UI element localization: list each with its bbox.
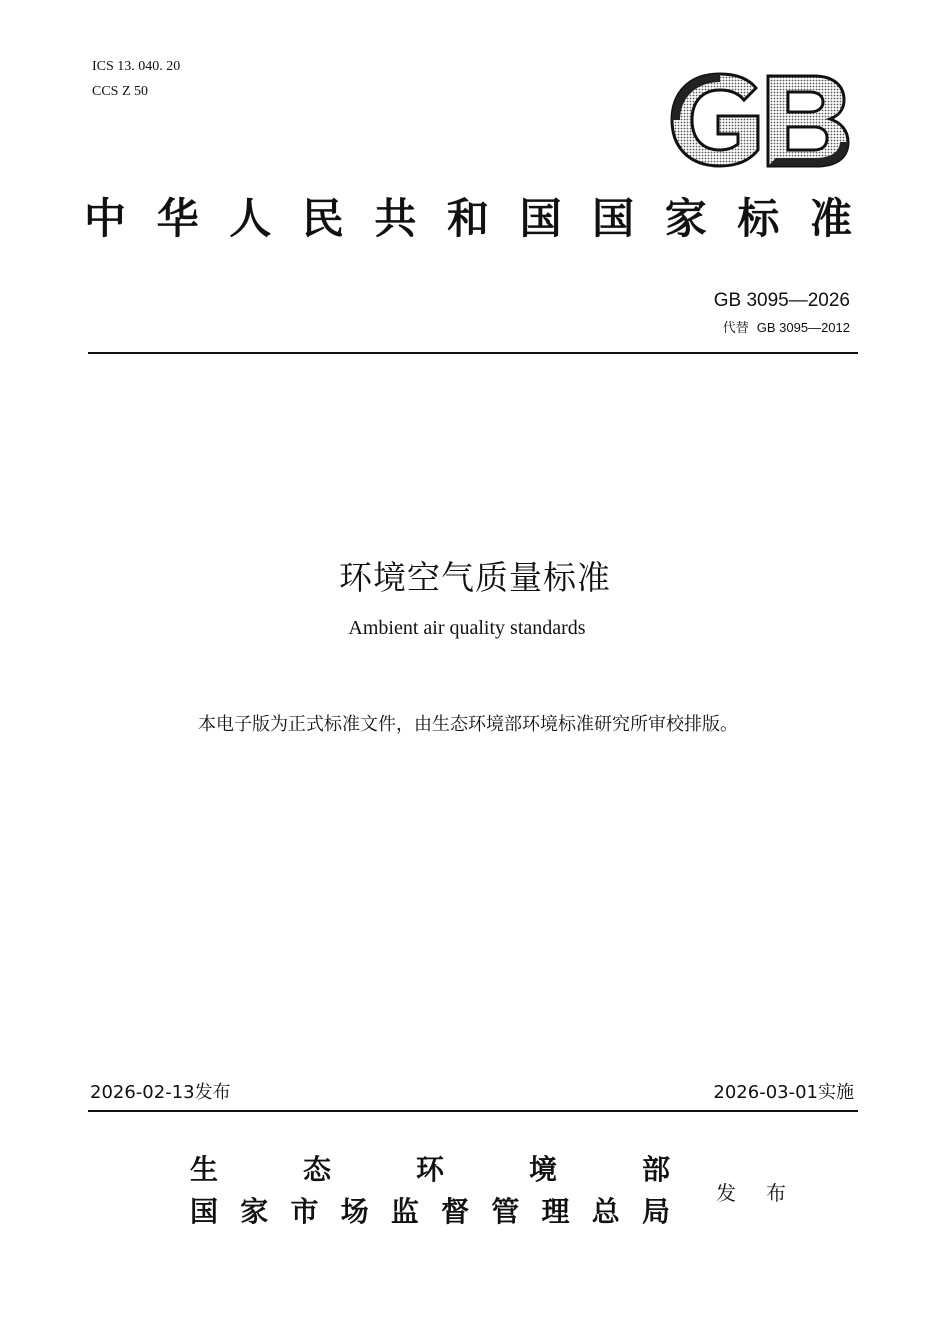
issuer-char: 理 — [541, 1195, 570, 1228]
classification-codes — [92, 54, 180, 104]
issuer-char: 市 — [290, 1195, 319, 1228]
gb-logo — [668, 70, 852, 170]
issuer-ministry — [190, 1150, 670, 1190]
heading-char: 人 — [229, 194, 272, 243]
standard-number: GB 3095—2026 — [713, 290, 850, 311]
issuer-char: 场 — [340, 1195, 369, 1228]
heading-char: 和 — [446, 194, 489, 243]
issuer-char: 部 — [641, 1153, 670, 1186]
publish-date: 2026-02-13发布 — [90, 1082, 231, 1103]
heading-char: 华 — [156, 194, 199, 243]
issue-char: 布 — [766, 1181, 786, 1205]
issuer-char: 监 — [390, 1195, 419, 1228]
heading-char: 国 — [592, 194, 635, 243]
issuer-char: 生 — [190, 1153, 219, 1186]
heading-char: 中 — [84, 194, 127, 243]
heading-char: 共 — [374, 194, 417, 243]
gb-logo-icon — [668, 70, 852, 170]
ics-code: ICS 13. 040. 20 — [92, 59, 181, 74]
national-standard-heading — [84, 192, 852, 246]
implement-date: 2026-03-01实施 — [713, 1082, 854, 1103]
heading-char: 国 — [519, 194, 562, 243]
issuer-char: 环 — [415, 1153, 444, 1186]
issuer-char: 管 — [491, 1195, 520, 1228]
issuer-char: 督 — [441, 1195, 470, 1228]
heading-char: 标 — [737, 194, 780, 243]
ccs-code: CCS Z 50 — [92, 84, 149, 99]
issuer-char: 家 — [240, 1195, 269, 1228]
replaces-note — [723, 318, 850, 339]
issue-label — [716, 1178, 786, 1208]
bottom-divider — [88, 1110, 858, 1112]
issuer-char: 局 — [641, 1195, 670, 1228]
issuer-char: 国 — [190, 1195, 219, 1228]
issuer-char: 境 — [528, 1153, 557, 1186]
issue-char: 发 — [716, 1181, 736, 1205]
electronic-version-notice: 本电子版为正式标准文件，由生态环境部环境标准研究所审校排版。 — [198, 714, 738, 735]
title-chinese: 环境空气质量标准 — [339, 558, 611, 597]
issuer-char: 总 — [591, 1195, 620, 1228]
heading-char: 民 — [301, 194, 344, 243]
replaces-number: GB 3095—2012 — [756, 320, 850, 335]
issuer-char: 态 — [302, 1153, 331, 1186]
title-english: Ambient air quality standards — [348, 617, 586, 639]
heading-char: 准 — [809, 194, 852, 243]
top-divider — [88, 352, 858, 354]
replaces-label: 代替 — [722, 321, 749, 336]
issuer-samr — [190, 1192, 670, 1232]
heading-char: 家 — [664, 194, 707, 243]
